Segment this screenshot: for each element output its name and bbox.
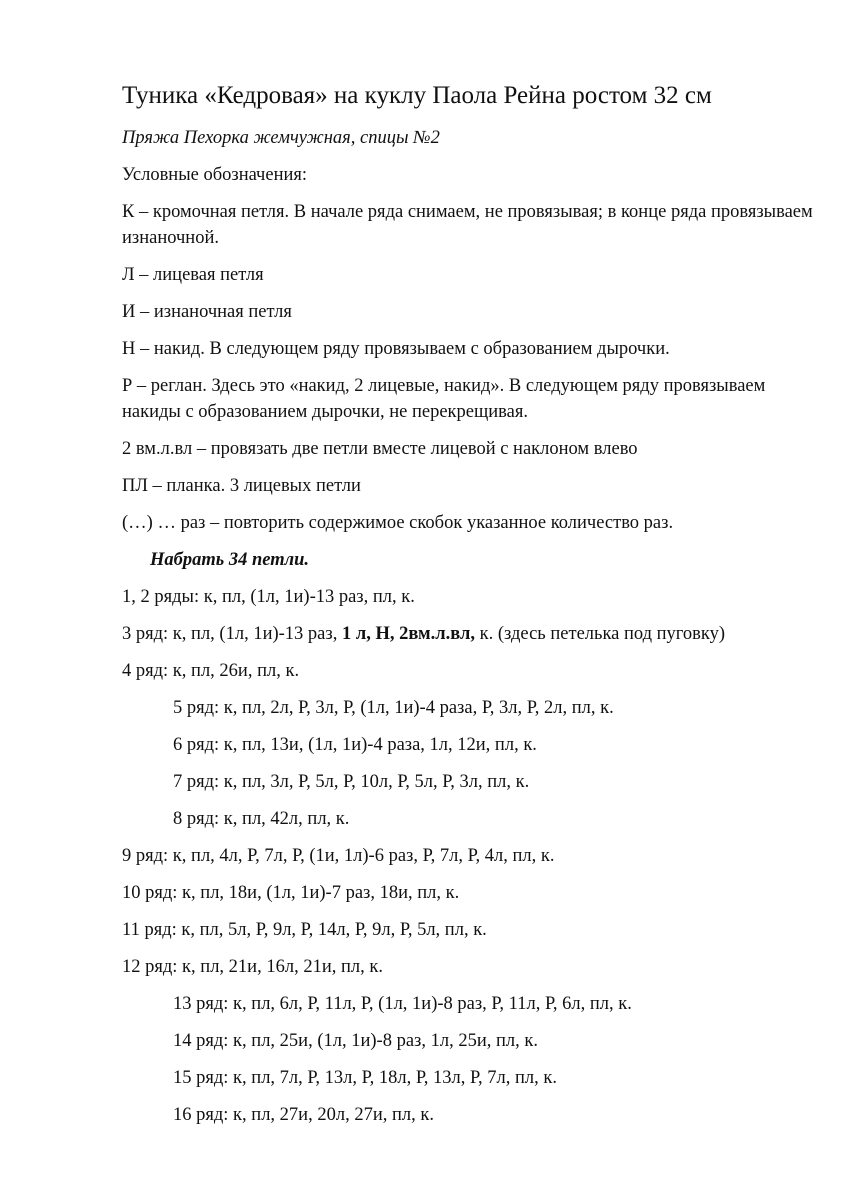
cast-on-instruction: Набрать 34 петли.: [150, 550, 310, 570]
legend-heading: Условные обозначения:: [122, 165, 308, 185]
legend-item: ПЛ – планка. 3 лицевых петли: [122, 476, 361, 496]
legend-item: Л – лицевая петля: [122, 265, 264, 285]
row-instruction: 4 ряд: к, пл, 26и, пл, к.: [122, 661, 300, 681]
row-instruction: 7 ряд: к, пл, 3л, Р, 5л, Р, 10л, Р, 5л, Р, 3л, пл, к.: [173, 772, 530, 792]
row-instruction: 15 ряд: к, пл, 7л, Р, 13л, Р, 18л, Р, 13л, Р, 7л, пл, к.: [173, 1068, 557, 1088]
legend-item: И – изнаночная петля: [122, 302, 292, 322]
row-instruction: 12 ряд: к, пл, 21и, 16л, 21и, пл, к.: [122, 957, 383, 977]
row-instruction: [122, 621, 822, 647]
row-instruction: 11 ряд: к, пл, 5л, Р, 9л, Р, 14л, Р, 9л, Р, 5л, пл, к.: [122, 920, 487, 940]
row-instruction: 6 ряд: к, пл, 13и, (1л, 1и)-4 раза, 1л, 12и, пл, к.: [173, 735, 537, 755]
legend-item: Р – реглан. Здесь это «накид, 2 лицевые, накид». В следующем ряду провязываем накиды с образованием дырочки, не перекрещивая.: [122, 376, 766, 422]
legend-item: К – кромочная петля. В начале ряда снимаем, не провязывая; в конце ряда провязываем изнаночной.: [122, 202, 813, 248]
row-instruction: 16 ряд: к, пл, 27и, 20л, 27и, пл, к.: [173, 1105, 434, 1125]
row-instruction: 13 ряд: к, пл, 6л, Р, 11л, Р, (1л, 1и)-8 раз, Р, 11л, Р, 6л, пл, к.: [173, 994, 632, 1014]
row-instruction: 1, 2 ряды: к, пл, (1л, 1и)-13 раз, пл, к.: [122, 587, 415, 607]
document-title: Туника «Кедровая» на куклу Паола Рейна ростом 32 см: [122, 82, 712, 109]
row-instruction: 9 ряд: к, пл, 4л, Р, 7л, Р, (1и, 1л)-6 раз, Р, 7л, Р, 4л, пл, к.: [122, 846, 555, 866]
row-instruction: 10 ряд: к, пл, 18и, (1л, 1и)-7 раз, 18и, пл, к.: [122, 883, 460, 903]
row-text: к. (здесь петелька под пуговку): [475, 624, 726, 644]
legend-item: 2 вм.л.вл – провязать две петли вместе лицевой с наклоном влево: [122, 439, 638, 459]
legend-item: (…) … раз – повторить содержимое скобок указанное количество раз.: [122, 513, 674, 533]
legend-item: Н – накид. В следующем ряду провязываем с образованием дырочки.: [122, 339, 670, 359]
yarn-subtitle: Пряжа Пехорка жемчужная, спицы №2: [122, 128, 440, 148]
row-instruction: 8 ряд: к, пл, 42л, пл, к.: [173, 809, 350, 829]
row-instruction: 14 ряд: к, пл, 25и, (1л, 1и)-8 раз, 1л, 25и, пл, к.: [173, 1031, 538, 1051]
row-instruction: 5 ряд: к, пл, 2л, Р, 3л, Р, (1л, 1и)-4 раза, Р, 3л, Р, 2л, пл, к.: [173, 698, 614, 718]
row-text-bold: 1 л, Н, 2вм.л.вл,: [341, 624, 476, 644]
row-text: 3 ряд: к, пл, (1л, 1и)-13 раз,: [122, 624, 342, 644]
